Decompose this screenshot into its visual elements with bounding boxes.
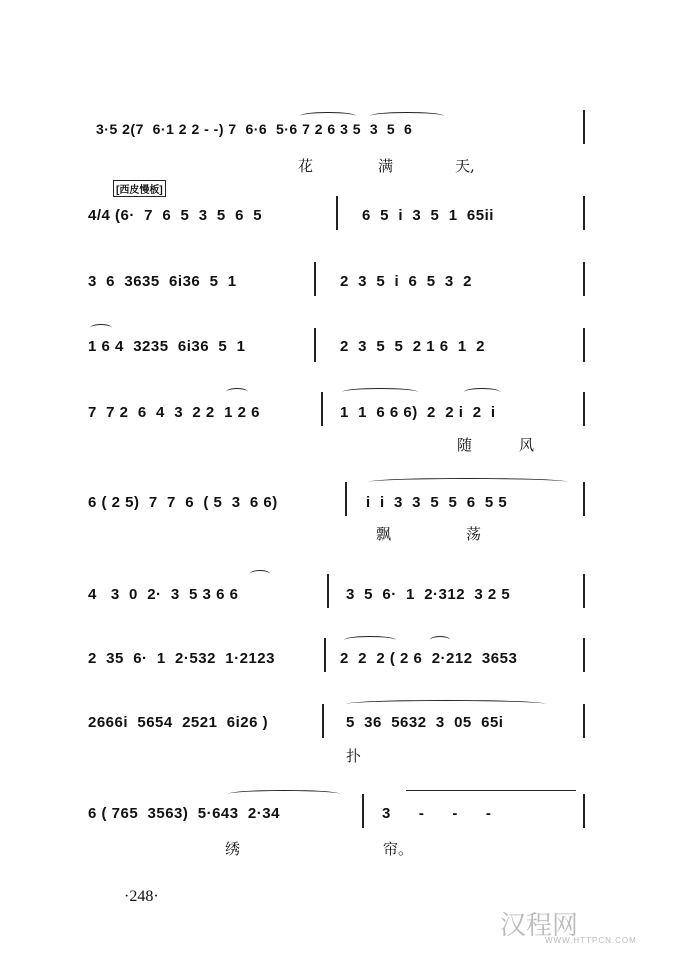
barline bbox=[314, 262, 316, 296]
barline bbox=[583, 704, 585, 738]
notation-row-4b: 2 3 5 5 2 1 6 1 2 bbox=[340, 338, 485, 355]
notation-row-10b: 3 - - - bbox=[382, 805, 492, 822]
barline bbox=[583, 196, 585, 230]
notation-row-10a: 6 ( 765 3563) 5·643 2·34 bbox=[88, 805, 280, 822]
section-label: [西皮慢板] bbox=[113, 180, 166, 197]
notation-row-7b: 3 5 6· 1 2·312 3 2 5 bbox=[346, 586, 511, 603]
barline bbox=[583, 110, 585, 144]
slur bbox=[226, 388, 248, 396]
watermark-url: WWW.HTTPCN.COM bbox=[545, 936, 637, 945]
notation-row-1: 3·5 2(7 6·1 2 2 - -) 7 6·6 5·6 7 2 6 3 5 3 5 6 bbox=[96, 121, 413, 137]
slur bbox=[342, 388, 418, 396]
notation-row-9a: 2666i 5654 2521 6i26 ) bbox=[88, 714, 269, 731]
lyric-5: 风 bbox=[519, 436, 535, 454]
lyric-2: 满 bbox=[378, 157, 394, 175]
barline bbox=[336, 196, 338, 230]
lyric-10: 帘。 bbox=[383, 840, 414, 858]
lyric-1: 花 bbox=[298, 157, 314, 175]
notation-row-8b: 2 2 2 ( 2 6 2·212 3653 bbox=[340, 650, 518, 667]
slur bbox=[406, 790, 576, 791]
barline bbox=[345, 482, 347, 516]
lyric-8: 扑 bbox=[346, 747, 362, 765]
barline bbox=[583, 638, 585, 672]
barline bbox=[314, 328, 316, 362]
notation-row-6a: 6 ( 2 5) 7 7 6 ( 5 3 6 6) bbox=[88, 494, 278, 511]
slur bbox=[430, 636, 450, 644]
barline bbox=[322, 704, 324, 738]
notation-row-7a: 4 3 0 2· 3 5 3 6 6 bbox=[88, 586, 239, 603]
notation-row-3b: 2 3 5 i 6 5 3 2 bbox=[340, 273, 472, 290]
lyric-9: 绣 bbox=[225, 840, 241, 858]
slur bbox=[344, 636, 396, 644]
notation-row-5a: 7 7 2 6 4 3 2 2 1 2 6 bbox=[88, 404, 260, 421]
watermark-text: 汉程网 bbox=[500, 910, 579, 940]
lyric-4: 随 bbox=[457, 436, 473, 454]
slur bbox=[250, 570, 270, 578]
barline bbox=[583, 482, 585, 516]
slur bbox=[370, 112, 444, 120]
page-number: ·248· bbox=[124, 888, 159, 905]
lyric-6: 飘 bbox=[376, 525, 392, 543]
slur bbox=[228, 790, 340, 798]
notation-row-8a: 2 35 6· 1 2·532 1·2123 bbox=[88, 650, 275, 667]
barline bbox=[583, 574, 585, 608]
notation-row-2b: 6 5 i 3 5 1 65ii bbox=[362, 207, 494, 224]
slur bbox=[368, 478, 568, 486]
notation-row-5b: 1 1 6 6 6) 2 2 i 2 i bbox=[340, 404, 496, 421]
barline bbox=[583, 794, 585, 828]
slur bbox=[464, 388, 500, 396]
notation-row-9b: 5 36 5632 3 05 65i bbox=[346, 714, 504, 731]
barline bbox=[327, 574, 329, 608]
barline bbox=[321, 392, 323, 426]
slur bbox=[346, 700, 546, 708]
lyric-3: 天, bbox=[455, 157, 475, 175]
barline bbox=[324, 638, 326, 672]
lyric-7: 荡 bbox=[466, 525, 482, 543]
barline bbox=[362, 794, 364, 828]
slur bbox=[90, 324, 112, 332]
barline bbox=[583, 262, 585, 296]
slur bbox=[300, 112, 356, 120]
notation-row-3a: 3 6 3635 6i36 5 1 bbox=[88, 273, 237, 290]
notation-row-6b: i i 3 3 5 5 6 5 5 bbox=[366, 494, 508, 511]
notation-row-2a: 4/4 (6· 7 6 5 3 5 6 5 bbox=[88, 207, 263, 224]
notation-row-4a: 1 6 4 3235 6i36 5 1 bbox=[88, 338, 246, 355]
barline bbox=[583, 328, 585, 362]
barline bbox=[583, 392, 585, 426]
